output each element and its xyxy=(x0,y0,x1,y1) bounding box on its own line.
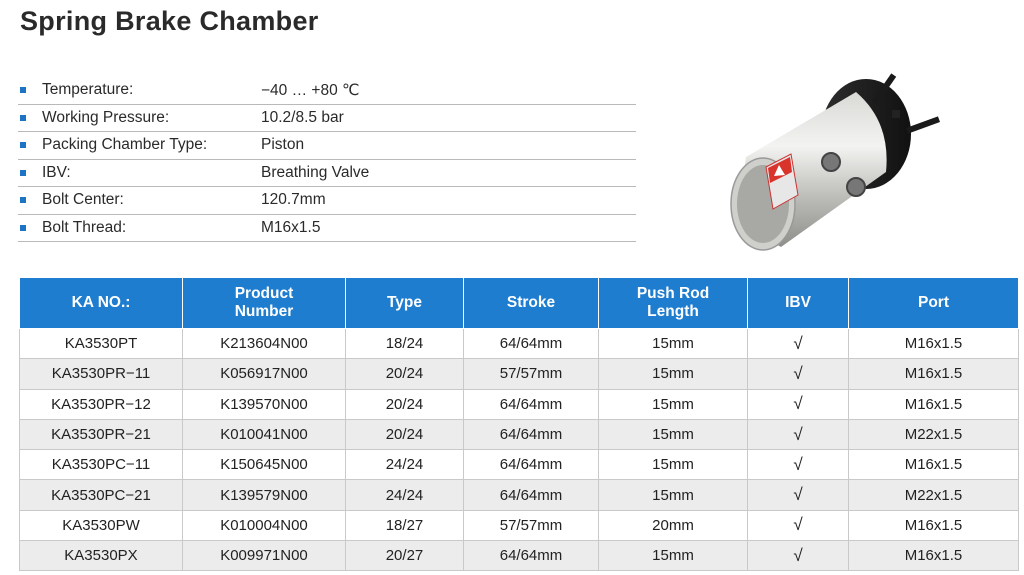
cell-product-number: K010004N00 xyxy=(183,510,346,540)
cell-port: M16x1.5 xyxy=(849,510,1019,540)
cell-type: 20/27 xyxy=(346,541,464,571)
cell-port: M16x1.5 xyxy=(849,450,1019,480)
cell-port: M22x1.5 xyxy=(849,419,1019,449)
cell-ibv: √ xyxy=(748,359,849,389)
col-header-push-rod-length xyxy=(599,278,748,329)
cell-ka-no: KA3530PC−11 xyxy=(20,450,183,480)
spec-value: 10.2/8.5 bar xyxy=(261,108,344,126)
cell-product-number: K139579N00 xyxy=(183,480,346,510)
cell-type: 20/24 xyxy=(346,419,464,449)
table-row xyxy=(20,541,1019,571)
spec-row-packing-chamber-type xyxy=(18,132,636,160)
spec-list xyxy=(18,77,636,242)
cell-port: M16x1.5 xyxy=(849,329,1019,359)
cell-product-number: K056917N00 xyxy=(183,359,346,389)
table-row xyxy=(20,419,1019,449)
cell-product-number: K150645N00 xyxy=(183,450,346,480)
spec-label: Temperature: xyxy=(42,81,134,98)
cell-push-rod-length: 15mm xyxy=(599,389,748,419)
cell-stroke: 64/64mm xyxy=(464,480,599,510)
col-header-product-number xyxy=(183,278,346,329)
product-table xyxy=(19,277,1019,571)
cell-port: M16x1.5 xyxy=(849,359,1019,389)
table-row xyxy=(20,329,1019,359)
col-header-stroke: Stroke xyxy=(464,278,599,329)
spec-row-bolt-thread xyxy=(18,215,636,243)
brake-chamber-image xyxy=(706,62,956,262)
spec-value: Breathing Valve xyxy=(261,163,370,181)
col-header-push-rod-length-text: Push Rod Length xyxy=(636,285,710,320)
cell-product-number: K009971N00 xyxy=(183,541,346,571)
cell-stroke: 64/64mm xyxy=(464,450,599,480)
col-header-product-number-text: Product Number xyxy=(234,285,294,320)
table-row xyxy=(20,389,1019,419)
bullet-icon xyxy=(20,225,26,231)
cell-push-rod-length: 15mm xyxy=(599,480,748,510)
spec-label: Packing Chamber Type: xyxy=(42,136,208,153)
cell-push-rod-length: 15mm xyxy=(599,359,748,389)
cell-push-rod-length: 15mm xyxy=(599,450,748,480)
cell-type: 24/24 xyxy=(346,480,464,510)
cell-type: 20/24 xyxy=(346,389,464,419)
spec-value: M16x1.5 xyxy=(261,218,321,236)
cell-ka-no: KA3530PC−21 xyxy=(20,480,183,510)
cell-ka-no: KA3530PR−12 xyxy=(20,389,183,419)
cell-type: 18/24 xyxy=(346,329,464,359)
table-row xyxy=(20,359,1019,389)
cell-stroke: 57/57mm xyxy=(464,510,599,540)
cell-stroke: 64/64mm xyxy=(464,419,599,449)
cell-product-number: K213604N00 xyxy=(183,329,346,359)
cell-ibv: √ xyxy=(748,419,849,449)
bullet-icon xyxy=(20,142,26,148)
cell-stroke: 64/64mm xyxy=(464,541,599,571)
cell-ka-no: KA3530PR−11 xyxy=(20,359,183,389)
spec-label: Bolt Center: xyxy=(42,191,124,208)
cell-type: 24/24 xyxy=(346,450,464,480)
spec-label: Working Pressure: xyxy=(42,108,170,126)
cell-type: 18/27 xyxy=(346,510,464,540)
cell-ibv: √ xyxy=(748,510,849,540)
cell-ka-no: KA3530PR−21 xyxy=(20,419,183,449)
cell-ka-no: KA3530PT xyxy=(20,329,183,359)
bullet-icon xyxy=(20,87,26,93)
bullet-icon xyxy=(20,197,26,203)
table-row xyxy=(20,480,1019,510)
spec-value: −40 … +80 ℃ xyxy=(261,82,360,99)
cell-port: M16x1.5 xyxy=(849,389,1019,419)
cell-ibv: √ xyxy=(748,541,849,571)
col-header-type: Type xyxy=(346,278,464,329)
spec-value: Piston xyxy=(261,136,305,153)
table-row xyxy=(20,450,1019,480)
spec-label: Bolt Thread: xyxy=(42,218,127,236)
cell-ibv: √ xyxy=(748,450,849,480)
spec-row-temperature xyxy=(18,77,636,105)
cell-push-rod-length: 15mm xyxy=(599,541,748,571)
cell-ka-no: KA3530PX xyxy=(20,541,183,571)
cell-stroke: 57/57mm xyxy=(464,359,599,389)
bullet-icon xyxy=(20,170,26,176)
table-body xyxy=(20,329,1019,571)
table-header-row xyxy=(20,278,1019,329)
cell-ka-no: KA3530PW xyxy=(20,510,183,540)
cell-ibv: √ xyxy=(748,329,849,359)
cell-push-rod-length: 20mm xyxy=(599,510,748,540)
cell-product-number: K139570N00 xyxy=(183,389,346,419)
cell-push-rod-length: 15mm xyxy=(599,419,748,449)
spec-row-ibv xyxy=(18,160,636,188)
cell-product-number: K010041N00 xyxy=(183,419,346,449)
col-header-ibv: IBV xyxy=(748,278,849,329)
cell-type: 20/24 xyxy=(346,359,464,389)
spec-label: IBV: xyxy=(42,163,71,181)
cell-ibv: √ xyxy=(748,389,849,419)
spec-row-bolt-center xyxy=(18,187,636,215)
bullet-icon xyxy=(20,115,26,121)
cell-port: M22x1.5 xyxy=(849,480,1019,510)
cell-stroke: 64/64mm xyxy=(464,329,599,359)
table-row xyxy=(20,510,1019,540)
cell-ibv: √ xyxy=(748,480,849,510)
cell-push-rod-length: 15mm xyxy=(599,329,748,359)
cell-port: M16x1.5 xyxy=(849,541,1019,571)
spec-value: 120.7mm xyxy=(261,191,326,208)
cell-stroke: 64/64mm xyxy=(464,389,599,419)
page-title: Spring Brake Chamber xyxy=(20,6,319,36)
spec-row-working-pressure xyxy=(18,105,636,133)
col-header-port: Port xyxy=(849,278,1019,329)
col-header-ka-no: KA NO.: xyxy=(20,278,183,329)
